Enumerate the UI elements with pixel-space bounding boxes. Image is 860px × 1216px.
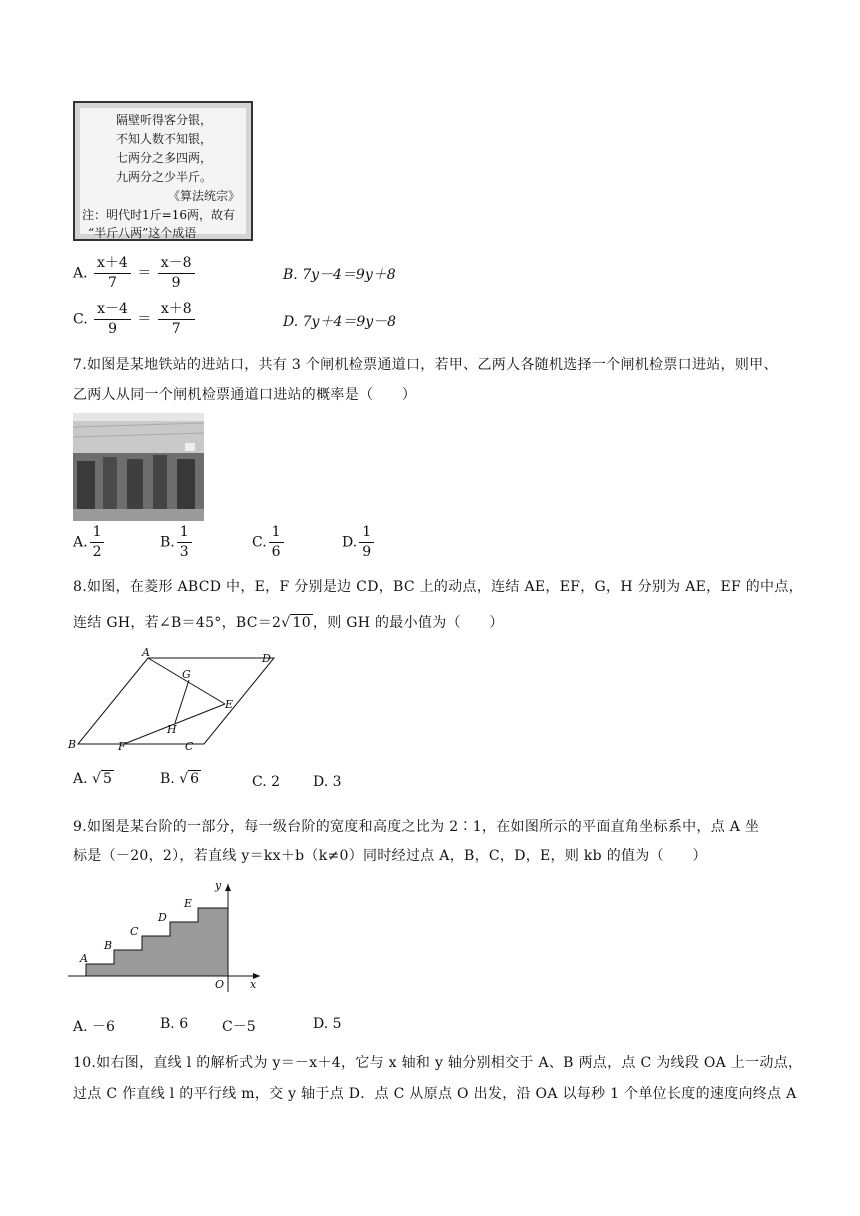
- label-c: C: [130, 925, 139, 938]
- poem-note: “半斤八两”这个成语: [88, 226, 197, 240]
- label-d: D: [262, 652, 271, 665]
- y-axis-arrow-icon: [225, 884, 231, 891]
- label-b: B: [68, 738, 77, 751]
- q9-option-b[interactable]: B. 6: [160, 1016, 189, 1032]
- poem-figure: [73, 101, 253, 241]
- poem-line: 隔壁听得客分银，: [116, 113, 213, 127]
- q6-option-b[interactable]: B. 7y－4＝9y＋8: [283, 267, 396, 283]
- q10-text: 过点 C 作直线 l 的平行线 m，交 y 轴于点 D．点 C 从原点 O 出发，沿 OA 以每秒 1 个单位长度的速度向终点 A: [73, 1086, 797, 1102]
- q9-option-a[interactable]: A. －6: [73, 1019, 115, 1035]
- q9-option-c[interactable]: C－5: [222, 1019, 256, 1035]
- q8-option-b[interactable]: B. √ 6: [160, 771, 200, 787]
- q6-option-a[interactable]: A. $\frac{x+4}{7}$ ＝ $\frac{x-8}{9}$: [73, 254, 197, 293]
- label-d: D: [158, 911, 167, 924]
- q8-text: 8.如图，在菱形 ABCD 中，E，F 分别是边 CD，BC 上的动点，连结 AE，EF，G，H 分别为 AE，EF 的中点，: [73, 579, 803, 595]
- label-g: G: [182, 668, 191, 681]
- segment-gh: [175, 680, 189, 723]
- q7-option-d[interactable]: D. $\frac{1}{9}$: [342, 523, 376, 562]
- poem-line: 不知人数不知银，: [116, 132, 213, 146]
- q8-text: 连结 GH，若∠B＝45°，BC＝2√ 10 ，则 GH 的最小值为（ ）: [73, 615, 504, 631]
- q10-text: 10.如右图，直线 l 的解析式为 y＝－x＋4，它与 x 轴和 y 轴分别相交于 A、B 两点，点 C 为线段 OA 上一动点，: [73, 1055, 803, 1071]
- label-a: A: [142, 646, 150, 659]
- poem-line: 九两分之少半斤。: [116, 170, 213, 184]
- q7-option-b[interactable]: B. $\frac{1}{3}$: [160, 523, 194, 562]
- label-a: A: [80, 952, 88, 965]
- stairs-figure: [68, 876, 268, 998]
- q6-option-c[interactable]: C. $\frac{x-4}{9}$ ＝ $\frac{x+8}{7}$: [73, 300, 197, 339]
- q8-option-c[interactable]: C. 2: [252, 774, 281, 790]
- label-o: O: [215, 978, 225, 991]
- q9-option-d[interactable]: D. 5: [313, 1016, 342, 1032]
- label-h: H: [167, 723, 177, 736]
- label-e: E: [225, 698, 234, 711]
- q9-text: 9.如图是某台阶的一部分，每一级台阶的宽度和高度之比为 2∶1，在如图所示的平面直角坐标系中，点 A 坐: [73, 819, 760, 835]
- label-b: B: [104, 939, 113, 952]
- label-y: y: [215, 879, 222, 892]
- segment-ae: [148, 658, 225, 704]
- label-f: F: [118, 740, 126, 753]
- q8-option-d[interactable]: D. 3: [313, 774, 342, 790]
- poem-line: 七两分之多四两，: [116, 151, 213, 165]
- q7-text: 7.如图是某地铁站的进站口，共有 3 个闸机检票通道口，若甲、乙两人各随机选择一个闸机检票口进站，则甲、: [73, 357, 778, 373]
- poem-source: 《算法统宗》: [168, 189, 241, 203]
- label-x: x: [250, 978, 257, 991]
- q7-option-a[interactable]: A. $\frac{1}{2}$: [73, 523, 106, 562]
- subway-gate-photo: [73, 413, 204, 521]
- q8-option-a[interactable]: A. √ 5: [73, 771, 112, 787]
- q9-text: 标是（－20，2），若直线 y＝kx＋b（k≠0）同时经过点 A，B，C，D，E，则 kb 的值为（ ）: [73, 848, 707, 864]
- subway-gate-image: [73, 413, 204, 521]
- q7-text: 乙两人从同一个闸机检票通道口进站的概率是（ ）: [73, 387, 417, 403]
- label-c: C: [185, 740, 194, 753]
- q6-option-d[interactable]: D. 7y＋4＝9y－8: [283, 314, 397, 330]
- label-e: E: [184, 897, 193, 910]
- q7-option-c[interactable]: C. $\frac{1}{6}$: [252, 523, 286, 562]
- rhombus-figure: [64, 646, 284, 756]
- poem-note: 注：明代时1斤=16两，故有: [82, 208, 235, 222]
